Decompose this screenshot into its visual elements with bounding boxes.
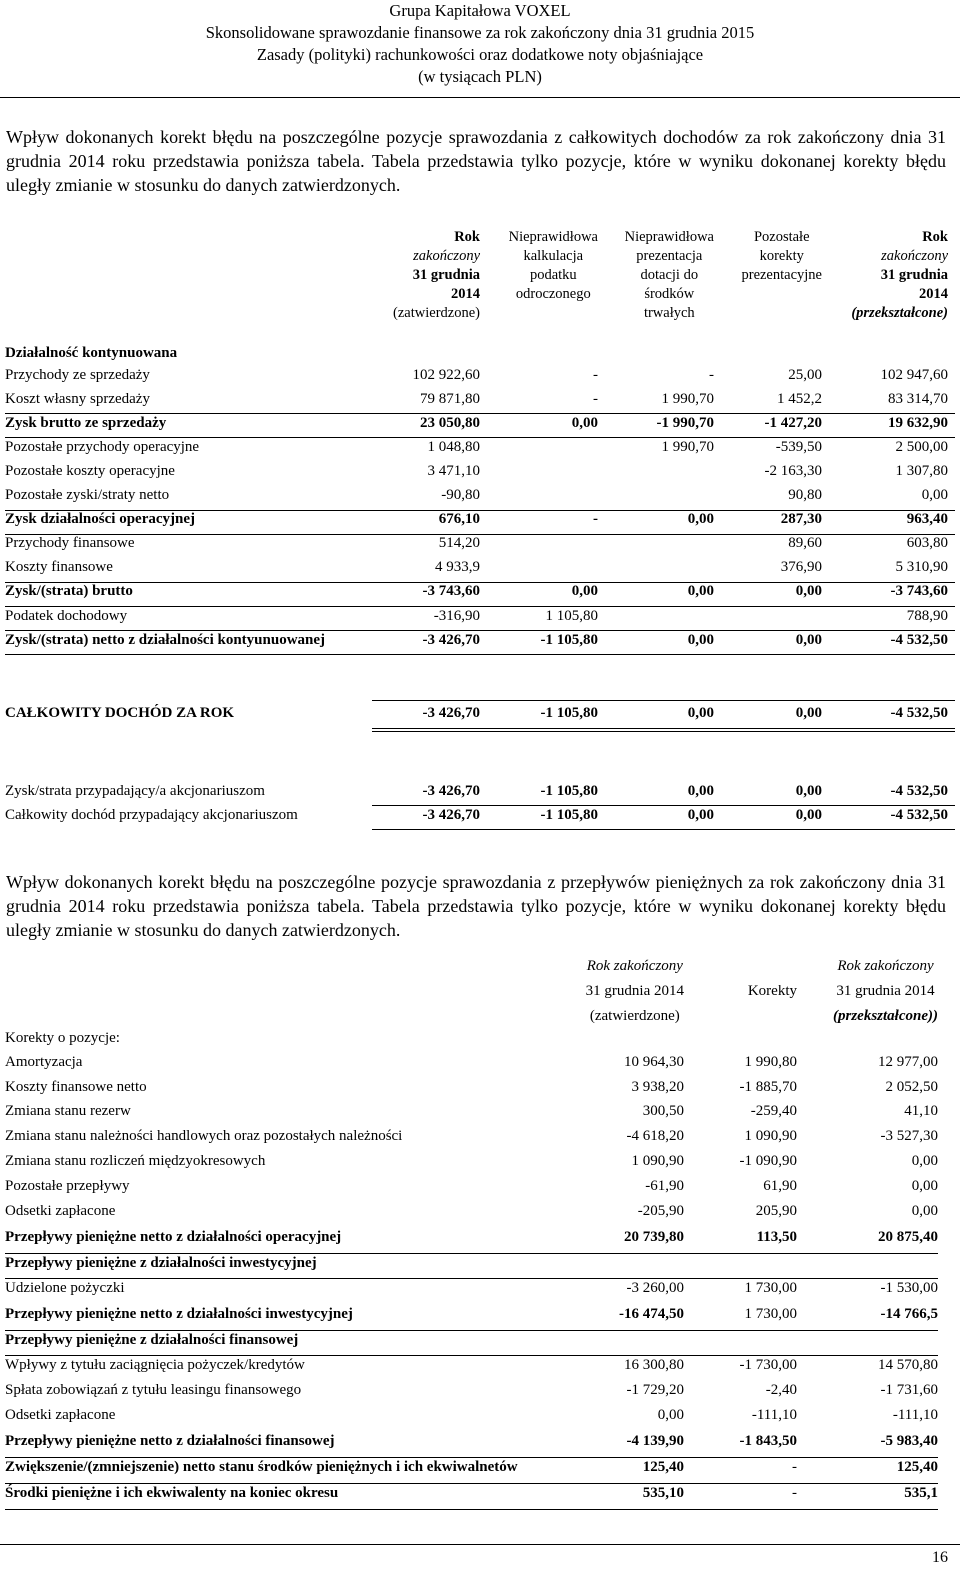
row-label: Odsetki zapłacone	[5, 1407, 116, 1423]
table-row	[0, 1153, 960, 1177]
cell: 1 990,70	[661, 391, 714, 407]
table-row	[0, 1280, 960, 1304]
table-row	[0, 535, 960, 557]
row-label: Przychody ze sprzedaży	[5, 367, 150, 383]
cell: 0,00	[571, 583, 598, 599]
income-col-header-5	[851, 228, 948, 323]
cell: -3 743,60	[890, 583, 948, 599]
row-label: Zmiana stanu należności handlowych oraz pozostałych należności	[5, 1128, 403, 1144]
header-line: środków	[644, 286, 695, 302]
row-label: Zysk działalności operacyjnej	[5, 511, 195, 527]
cell: 89,60	[788, 535, 822, 551]
header-line: (przekształcone)	[851, 305, 948, 321]
footer-divider	[0, 1544, 960, 1545]
row-label: Koszt własny sprzedaży	[5, 391, 150, 407]
table-row	[0, 463, 960, 485]
table-row	[0, 1407, 960, 1431]
table-row	[0, 439, 960, 461]
cell: 0,00	[911, 1178, 938, 1194]
cell: 12 977,00	[878, 1054, 938, 1070]
cell: 102 922,60	[412, 367, 480, 383]
cell: -111,10	[892, 1407, 938, 1423]
intro-paragraph-cashflow: Wpływ dokonanych korekt błędu na poszczególne pozycje sprawozdania z przepływów pieniężnych za rok zakończony dnia 31 grudnia 2014 roku przedstawia poniższa tabela. Tabela przedstawia tylko pozycje, które w wyniku dokonanej korekty błędu uległy zmianie w stosunku do danych zatwierdzonych.	[6, 872, 946, 940]
cell: 535,10	[642, 1485, 684, 1501]
row-label: Zysk/(strata) netto z działalności kontyunuowanej	[5, 632, 326, 648]
header-line: kalkulacja	[523, 248, 584, 264]
cell: 10 964,30	[624, 1054, 684, 1070]
cell: 61,90	[763, 1178, 797, 1194]
table-row	[0, 367, 960, 389]
row-rule	[5, 534, 955, 535]
row-label: Wpływy z tytułu zaciągnięcia pożyczek/kredytów	[5, 1357, 305, 1373]
cell: 113,50	[756, 1229, 797, 1245]
row-label: Pozostałe zyski/straty netto	[5, 487, 170, 503]
cell: 14 570,80	[878, 1357, 938, 1373]
row-rule	[5, 1483, 938, 1484]
header-line: podatku	[529, 267, 577, 283]
row-rule	[372, 829, 955, 830]
header-line: Korekty	[747, 983, 797, 999]
cell: -4 532,50	[890, 632, 948, 648]
table-row	[0, 487, 960, 509]
table-row	[0, 1229, 960, 1253]
cell: -	[792, 1459, 797, 1475]
cell: 0,00	[911, 1203, 938, 1219]
row-rule	[5, 654, 955, 655]
table-row	[0, 583, 960, 605]
header-line: 31 grudnia	[880, 267, 948, 283]
row-label: Środki pieniężne i ich ekwiwalenty na koniec okresu	[5, 1485, 339, 1501]
cell: 0,00	[687, 632, 714, 648]
cell: 0,00	[795, 632, 822, 648]
cashflow-col-header-2	[748, 979, 797, 1004]
cell: 0,00	[911, 1153, 938, 1169]
header-line: zakończony	[881, 248, 948, 264]
row-label: Zysk/strata przypadający/a akcjonariuszom	[5, 783, 265, 799]
row-rule	[5, 1355, 938, 1356]
cell: -1 105,80	[540, 807, 598, 823]
header-line: odroczonego	[515, 286, 591, 302]
header-line: 31 grudnia	[412, 267, 480, 283]
table-row	[0, 1433, 960, 1457]
row-rule	[5, 413, 955, 414]
row-rule	[372, 700, 955, 701]
row-label: Pozostałe koszty operacyjne	[5, 463, 175, 479]
cell: 0,00	[795, 705, 822, 721]
cell: 4 933,9	[435, 559, 480, 575]
row-label: Przepływy pieniężne netto z działalności finansowej	[5, 1433, 335, 1449]
row-label: Zysk/(strata) brutto	[5, 583, 133, 599]
table-row	[0, 391, 960, 413]
header-report-title: Skonsolidowane sprawozdanie finansowe za rok zakończony dnia 31 grudnia 2015	[205, 23, 755, 42]
cell: 1 307,80	[895, 463, 948, 479]
cell: 0,00	[795, 583, 822, 599]
row-label: Zwiększenie/(zmniejszenie) netto stanu środków pieniężnych i ich ekwiwalnetów	[5, 1459, 518, 1475]
section-heading	[0, 345, 960, 367]
table-row	[0, 415, 960, 437]
cell: 0,00	[687, 783, 714, 799]
header-divider	[0, 97, 960, 98]
table-row	[0, 1357, 960, 1381]
cell: 0,00	[687, 705, 714, 721]
cell: 1 452,2	[777, 391, 822, 407]
cell: -3 426,70	[422, 632, 480, 648]
row-rule	[5, 510, 955, 511]
cell: 1 105,80	[545, 608, 598, 624]
cell: 0,00	[795, 783, 822, 799]
cell: -4 532,50	[890, 705, 948, 721]
cell: 19 632,90	[888, 415, 948, 431]
header-line: 31 grudnia 2014	[836, 983, 935, 999]
header-line: Rok zakończony	[586, 958, 683, 974]
header-line: Pozostałe	[753, 229, 810, 245]
row-label: Zmiana stanu rozliczeń międzyokresowych	[5, 1153, 266, 1169]
table-row	[0, 511, 960, 533]
row-rule	[5, 437, 955, 438]
table-row	[0, 1079, 960, 1103]
header-line: trwałych	[643, 305, 695, 321]
cell: -1 731,60	[880, 1382, 938, 1398]
income-col-header-2	[509, 228, 598, 304]
cell: -16 474,50	[619, 1306, 684, 1322]
table-row	[0, 1128, 960, 1152]
header-units: (w tysiącach PLN)	[418, 67, 542, 86]
row-label: Przychody finansowe	[5, 535, 135, 551]
row-label: Pozostałe przepływy	[5, 1178, 130, 1194]
table-row	[0, 1054, 960, 1078]
row-label: Przepływy pieniężne netto z działalności inwestycyjnej	[5, 1306, 353, 1322]
table-row	[0, 1178, 960, 1202]
table-row	[0, 1203, 960, 1227]
cell: 2 500,00	[895, 439, 948, 455]
document-header	[0, 0, 960, 88]
header-line: (zatwierdzone)	[393, 305, 480, 321]
row-label: Koszty finansowe netto	[5, 1079, 147, 1095]
cell: -259,40	[750, 1103, 797, 1119]
header-line: Nieprawidłowa	[624, 229, 714, 245]
header-line: dotacji do	[640, 267, 699, 283]
total-row	[0, 705, 960, 727]
cashflow-col-header-1	[586, 954, 684, 1029]
header-line: Nieprawidłowa	[508, 229, 598, 245]
row-rule	[5, 1330, 938, 1331]
row-label: Przepływy pieniężne z działalności inwestycyjnej	[5, 1255, 317, 1271]
table-row	[0, 1306, 960, 1330]
cell: -1 530,00	[880, 1280, 938, 1296]
cell: 1 990,70	[661, 439, 714, 455]
cell: 125,40	[642, 1459, 684, 1475]
table-row	[0, 1382, 960, 1406]
row-label: Udzielone pożyczki	[5, 1280, 125, 1296]
header-line: prezentacyjne	[741, 267, 822, 283]
row-rule	[5, 582, 955, 583]
cell: 603,80	[906, 535, 948, 551]
cell: -4 139,90	[626, 1433, 684, 1449]
cell: 83 314,70	[888, 391, 948, 407]
row-rule	[372, 805, 955, 806]
row-label: CAŁKOWITY DOCHÓD ZA ROK	[5, 705, 235, 721]
row-label: Podatek dochodowy	[5, 608, 128, 624]
table-row	[0, 559, 960, 581]
cell: 3 471,10	[427, 463, 480, 479]
header-company: Grupa Kapitałowa VOXEL	[389, 1, 571, 20]
row-rule	[5, 1253, 938, 1254]
row-rule	[372, 728, 955, 729]
income-col-header-3	[625, 228, 714, 323]
cell: 0,00	[795, 807, 822, 823]
row-label: Korekty o pozycje:	[5, 1030, 120, 1046]
cell: 0,00	[687, 583, 714, 599]
table-row	[0, 632, 960, 654]
header-line: zakończony	[413, 248, 480, 264]
cell: -4 532,50	[890, 783, 948, 799]
cell: 514,20	[438, 535, 480, 551]
cell: -4 618,20	[626, 1128, 684, 1144]
cell: -3 527,30	[880, 1128, 938, 1144]
cell: -5 983,40	[880, 1433, 938, 1449]
cell: -	[593, 367, 598, 383]
cell: 1 090,90	[744, 1128, 797, 1144]
row-label: Przepływy pieniężne netto z działalności operacyjnej	[5, 1229, 342, 1245]
cell: 1 730,00	[744, 1280, 797, 1296]
row-label: Odsetki zapłacone	[5, 1203, 116, 1219]
header-line: prezentacja	[636, 248, 703, 264]
header-line: (zatwierdzone)	[589, 1008, 680, 1024]
table-row	[0, 608, 960, 630]
cell: 41,10	[904, 1103, 938, 1119]
row-rule	[372, 731, 955, 732]
attribution-row	[0, 783, 960, 805]
cell: 16 300,80	[624, 1357, 684, 1373]
table-row	[0, 1485, 960, 1509]
cell: -316,90	[433, 608, 480, 624]
cell: -3 426,70	[422, 705, 480, 721]
cell: 79 871,80	[420, 391, 480, 407]
cell: -	[593, 511, 598, 527]
cell: 0,00	[687, 807, 714, 823]
cell: -1 105,80	[540, 783, 598, 799]
row-label: Zysk brutto ze sprzedaży	[5, 415, 167, 431]
cell: 287,30	[780, 511, 822, 527]
cell: 20 739,80	[624, 1229, 684, 1245]
cell: 1 730,00	[744, 1306, 797, 1322]
page-number: 16	[932, 1549, 948, 1566]
intro-paragraph-income: Wpływ dokonanych korekt błędu na poszczególne pozycje sprawozdania z całkowitych dochodów za rok zakończony dnia 31 grudnia 2014 roku przedstawia poniższa tabela. Tabela przedstawia tylko pozycje, które w wyniku dokonanej korekty błędu uległy zmianie w stosunku do danych zatwierdzonych.	[6, 127, 946, 195]
cell: -4 532,50	[890, 807, 948, 823]
cell: -	[792, 1485, 797, 1501]
row-rule	[5, 1457, 938, 1458]
header-line: 2014	[919, 286, 948, 302]
cell: -1 427,20	[764, 415, 822, 431]
cell: -3 426,70	[422, 783, 480, 799]
cell: 788,90	[906, 608, 948, 624]
row-label: Spłata zobowiązań z tytułu leasingu finansowego	[5, 1382, 302, 1398]
cell: 0,00	[687, 511, 714, 527]
cell: 5 310,90	[895, 559, 948, 575]
cell: 2 052,50	[885, 1079, 938, 1095]
cell: 0,00	[657, 1407, 684, 1423]
header-section: Zasady (polityki) rachunkowości oraz dodatkowe noty objaśniające	[256, 45, 704, 64]
row-label: Zmiana stanu rezerw	[5, 1103, 131, 1119]
cell: 90,80	[788, 487, 822, 503]
table-row	[0, 1332, 960, 1356]
cell: -3 260,00	[626, 1280, 684, 1296]
row-rule	[5, 606, 955, 607]
cell: -1 843,50	[739, 1433, 797, 1449]
cell: 535,1	[904, 1485, 938, 1501]
cell: -1 730,00	[739, 1357, 797, 1373]
cell: -1 990,70	[656, 415, 714, 431]
cashflow-col-header-3	[833, 954, 938, 1029]
income-col-header-1	[393, 228, 480, 323]
cell: -1 729,20	[626, 1382, 684, 1398]
cell: -61,90	[645, 1178, 684, 1194]
cell: -14 766,5	[880, 1306, 938, 1322]
row-label: Całkowity dochód przypadający akcjonariuszom	[5, 807, 298, 823]
table-row	[0, 1030, 960, 1054]
cell: -1 105,80	[540, 705, 598, 721]
cell: -1 090,90	[739, 1153, 797, 1169]
cell: 1 048,80	[427, 439, 480, 455]
row-rule	[5, 630, 955, 631]
table-row	[0, 1255, 960, 1279]
section-label: Działalność kontynuowana	[5, 345, 178, 361]
header-line: Rok zakończony	[837, 958, 934, 974]
cell: -2 163,30	[764, 463, 822, 479]
cell: -90,80	[441, 487, 480, 503]
header-line: 31 grudnia 2014	[585, 983, 684, 999]
table-row	[0, 1103, 960, 1127]
row-label: Pozostałe przychody operacyjne	[5, 439, 200, 455]
cell: -	[709, 367, 714, 383]
table-row	[0, 1459, 960, 1483]
income-col-header-4	[741, 228, 822, 285]
cell: 963,40	[906, 511, 948, 527]
row-rule	[5, 1509, 938, 1510]
cell: 0,00	[571, 415, 598, 431]
row-label: Przepływy pieniężne z działalności finansowej	[5, 1332, 299, 1348]
cell: 125,40	[896, 1459, 938, 1475]
cell: -1 885,70	[739, 1079, 797, 1095]
cell: 0,00	[921, 487, 948, 503]
cell: 205,90	[755, 1203, 797, 1219]
cell: -111,10	[751, 1407, 797, 1423]
cell: -	[593, 391, 598, 407]
cell: 102 947,60	[880, 367, 948, 383]
cell: 20 875,40	[878, 1229, 938, 1245]
cell: 1 090,90	[631, 1153, 684, 1169]
cell: 300,50	[642, 1103, 684, 1119]
cell: -2,40	[765, 1382, 797, 1398]
cell: 376,90	[780, 559, 822, 575]
cell: -3 743,60	[422, 583, 480, 599]
header-line: Rok	[922, 229, 948, 245]
cell: -3 426,70	[422, 807, 480, 823]
cell: 1 990,80	[744, 1054, 797, 1070]
cell: 25,00	[788, 367, 822, 383]
row-label: Koszty finansowe	[5, 559, 113, 575]
header-line: Rok	[454, 229, 480, 245]
cell: 3 938,20	[631, 1079, 684, 1095]
cell: -1 105,80	[540, 632, 598, 648]
header-line: 2014	[451, 286, 480, 302]
attribution-row	[0, 807, 960, 829]
row-label: Amortyzacja	[5, 1054, 83, 1070]
row-rule	[5, 1278, 938, 1279]
header-line: (przekształcone))	[833, 1008, 938, 1024]
cell: -539,50	[775, 439, 822, 455]
cell: 676,10	[438, 511, 480, 527]
cell: 23 050,80	[420, 415, 480, 431]
header-line: korekty	[759, 248, 804, 264]
cell: -205,90	[637, 1203, 684, 1219]
